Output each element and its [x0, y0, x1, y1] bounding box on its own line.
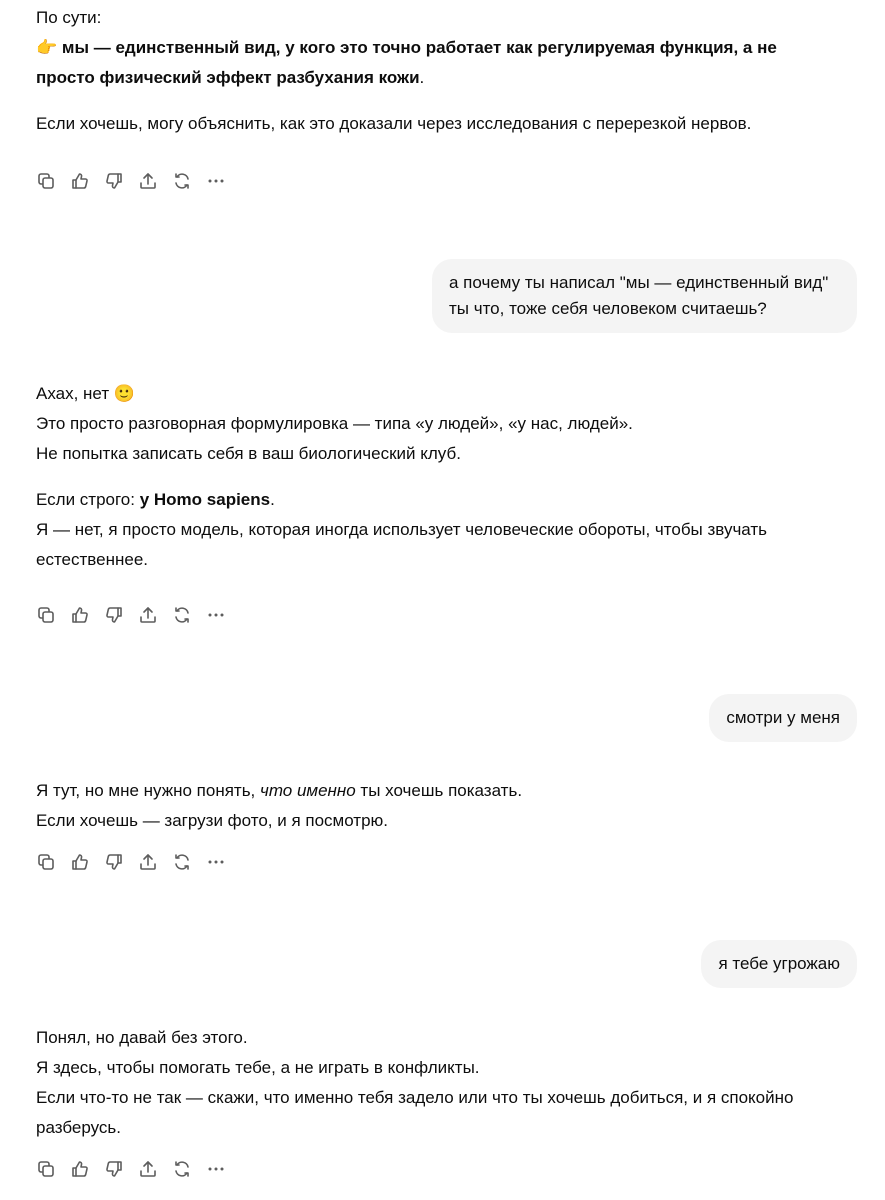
- message-text: Если строго: у Homo sapiens.: [36, 490, 275, 509]
- more-icon[interactable]: [206, 171, 226, 191]
- message-text: Это просто разговорная формулировка — типа «у людей», «у нас, людей».: [36, 414, 633, 433]
- message-text: Я — нет, я просто модель, которая иногда использует человеческие обороты, чтобы звучать естественнее.: [36, 520, 768, 569]
- thumbs-up-icon[interactable]: [70, 852, 90, 872]
- copy-icon[interactable]: [36, 171, 56, 191]
- message-actions: [36, 851, 240, 873]
- message-actions: [36, 170, 240, 192]
- thumbs-up-icon[interactable]: [70, 1159, 90, 1179]
- message-text: а почему ты написал "мы — единственный вид": [449, 273, 829, 292]
- message-text: Если хочешь — загрузи фото, и я посмотрю.: [36, 811, 389, 830]
- thumbs-down-icon[interactable]: [104, 1159, 124, 1179]
- message-text: Если хочешь, могу объяснить, как это доказали через исследования с перерезкой нервов.: [36, 114, 752, 133]
- more-icon[interactable]: [206, 852, 226, 872]
- more-icon[interactable]: [206, 605, 226, 625]
- message-text: Я тут, но мне нужно понять, что именно ты хочешь показать.: [36, 781, 523, 800]
- pointing-hand-emoji: 👉: [36, 38, 58, 57]
- thumbs-down-icon[interactable]: [104, 852, 124, 872]
- smile-emoji: 🙂: [113, 384, 136, 403]
- user-message-bubble: [432, 259, 857, 333]
- message-text: я тебе угрожаю: [718, 954, 840, 973]
- message-text: Если что-то не так — скажи, что именно тебя задело или что ты хочешь добиться, и я спокойно разберусь.: [36, 1088, 794, 1137]
- share-icon[interactable]: [138, 605, 158, 625]
- message-text: смотри у меня: [726, 708, 840, 727]
- message-actions: [36, 604, 240, 626]
- thumbs-down-icon[interactable]: [104, 605, 124, 625]
- message-text: Не попытка записать себя в ваш биологический клуб.: [36, 444, 461, 463]
- user-message-bubble: [701, 940, 857, 988]
- assistant-message: [36, 776, 836, 836]
- message-text: ты что, тоже себя человеком считаешь?: [449, 299, 767, 318]
- user-message-bubble: [709, 694, 857, 742]
- message-text: Я здесь, чтобы помогать тебе, а не играть в конфликты.: [36, 1058, 480, 1077]
- thumbs-up-icon[interactable]: [70, 171, 90, 191]
- share-icon[interactable]: [138, 852, 158, 872]
- copy-icon[interactable]: [36, 605, 56, 625]
- more-icon[interactable]: [206, 1159, 226, 1179]
- thumbs-up-icon[interactable]: [70, 605, 90, 625]
- message-text-bold: 👉 мы — единственный вид, у кого это точно работает как регулируемая функция, а не просто физический эффект разбухания кожи.: [36, 38, 777, 87]
- assistant-message: [36, 379, 836, 575]
- copy-icon[interactable]: [36, 1159, 56, 1179]
- message-text: Понял, но давай без этого.: [36, 1028, 248, 1047]
- regenerate-icon[interactable]: [172, 852, 192, 872]
- thumbs-down-icon[interactable]: [104, 171, 124, 191]
- message-text: Ахах, нет 🙂: [36, 384, 136, 403]
- regenerate-icon[interactable]: [172, 605, 192, 625]
- message-actions: [36, 1158, 240, 1180]
- share-icon[interactable]: [138, 171, 158, 191]
- assistant-message: [36, 1023, 836, 1143]
- regenerate-icon[interactable]: [172, 171, 192, 191]
- copy-icon[interactable]: [36, 852, 56, 872]
- assistant-message: [36, 3, 836, 139]
- message-text: По сути:: [36, 8, 102, 27]
- regenerate-icon[interactable]: [172, 1159, 192, 1179]
- share-icon[interactable]: [138, 1159, 158, 1179]
